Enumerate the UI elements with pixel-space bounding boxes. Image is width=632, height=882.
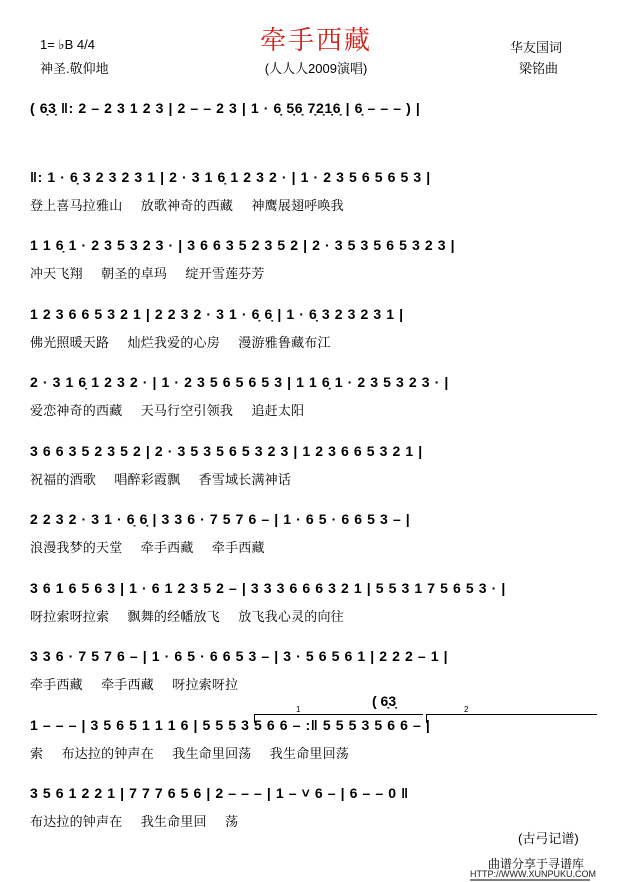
lyric-line: 佛光照暖天路 灿烂我爱的心房 漫游雅鲁藏布江 [30, 335, 331, 351]
ending-intro-notes: ( 6̣3̣ [372, 693, 397, 709]
lyric-line: 牵手西藏 牵手西藏 呀拉索呀拉 [30, 678, 239, 693]
lyric-line: 登上喜马拉雅山 放歌神奇的西藏 神鹰展翅呼唤我 [30, 198, 344, 214]
notation-line: 1 – – – | 3 5 6 5 1 1 1 6 | 5 5 5 3 5 6 6 – :‖ 5 5 5 3 5 6 6 – | [30, 716, 431, 733]
song-subtitle: (人人人2009演唱) [264, 61, 368, 76]
tempo-mood: 神圣.敬仰地 [40, 61, 109, 76]
notation-line: 2 · 3 1 6̣ 1 2 3 2 · | 1 · 2 3 5 6 5 6 5 3 | 1 1 6̣ 1 · 2 3 5 3 2 3 · | [30, 374, 449, 390]
notation-line: 2 2 3 2 · 3 1 · 6̣ 6̣ | 3 3 6 · 7 5 7 6 – | 1 · 6 5 · 6 6 5 3 – | [30, 511, 411, 527]
notation-line: 3 5 6 1 2 2 1 | 7 7 7 6 5 6 | 2 – – – | 1 – ˅ 6 – | 6 – – 0 ‖ [30, 785, 409, 801]
notation-line: 3 3 6 · 7 5 7 6 – | 1 · 6 5 · 6 6 5 3 – | 3 · 5 6 5 6 1 | 2 2 2 – 1 | [30, 648, 449, 664]
lyric-line: 索 布达拉的钟声在 我生命里回荡 我生命里回荡 [30, 746, 349, 762]
lyric-line: 浪漫我梦的天堂 牵手西藏 牵手西藏 [30, 541, 265, 556]
lyric-line: 祝福的酒歌 唱醉彩霞飘 香雪域长满神话 [30, 472, 292, 488]
volta-number-1: 1 [296, 705, 301, 714]
notation-line: 3 6 6 3 5 2 3 5 2 | 2 · 3 5 3 5 6 5 3 2 3 | 1 2 3 6 6 5 3 2 1 | [30, 442, 423, 459]
notation-line: ( 6̣3̣ ‖: 2 – 2 3 1 2 3 | 2 – – 2 3 | 1 · 6̣ 5̣6̣ 7̣2̣1̣6̣ | 6̣ – – – ) | [30, 100, 421, 116]
lyric-line: 爱恋神奇的西藏 天马行空引领我 追赶太阳 [30, 404, 305, 419]
volta-number-2: 2 [464, 705, 469, 714]
notation-line: ‖: 1 · 6̣ 3 2 3 2 3 1 | 2 · 3 1 6̣ 1 2 3 2 · | 1 · 2 3 5 6 5 6 5 3 | [30, 168, 431, 185]
song-title: 牵手西藏 [259, 25, 372, 55]
transcriber-credit: (古弓记谱) [518, 831, 579, 846]
notation-line: 3 6 1 6 5 6 3 | 1 · 6 1 2 3 5 2 – | 3 3 3 6 6 6 3 2 1 | 5 5 3 1 7 5 6 5 3 · | [30, 579, 506, 596]
key-signature: 1= ♭B 4/4 [40, 37, 95, 52]
lyric-line: 布达拉的钟声在 我生命里回 荡 [30, 815, 239, 830]
notation-line: 1 1 6̣ 1 · 2 3 5 3 2 3 · | 3 6 6 3 5 2 3 5 2 | 2 · 3 5 3 5 6 5 3 2 3 | [30, 237, 456, 253]
lyric-line: 冲天飞翔 朝圣的卓玛 绽开雪莲芬芳 [30, 267, 265, 282]
composer: 梁铭曲 [519, 61, 559, 76]
footer-url: HTTP://WWW.XUNPUKU.COM [470, 869, 596, 879]
notation-line: 1 2 3 6 6 5 3 2 1 | 2 2 3 2 · 3 1 · 6̣ 6̣ | 1 · 6̣ 3 2 3 2 3 1 | [30, 305, 404, 322]
lyricist: 华友国词 [510, 40, 563, 55]
footer-source: 曲谱分享于寻谱库 [488, 857, 585, 871]
lyric-line: 呀拉索呀拉索 飘舞的经幡放飞 放飞我心灵的向往 [30, 609, 344, 625]
